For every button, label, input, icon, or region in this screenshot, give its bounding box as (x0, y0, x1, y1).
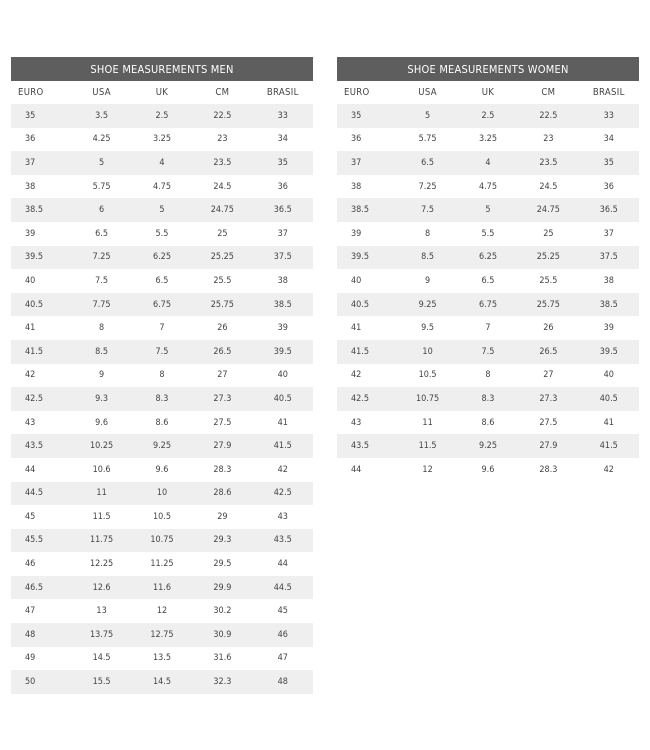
table-cell-usa: 5.75 (397, 128, 457, 152)
table-cell-uk: 10.5 (132, 505, 192, 529)
table-cell-cm: 26.5 (518, 340, 578, 364)
table-row (337, 151, 639, 175)
table-cell-usa: 11 (71, 482, 131, 506)
table-row (11, 387, 313, 411)
table-cell-euro: 38 (337, 175, 397, 199)
table-cell-euro: 48 (11, 623, 71, 647)
table-cell-cm: 27 (518, 364, 578, 388)
table-cell-usa: 7.25 (397, 175, 457, 199)
table-row (11, 128, 313, 152)
table-cell-brasil: 37 (253, 222, 313, 246)
table-cell-brasil: 36.5 (579, 198, 639, 222)
table-cell-usa: 10.5 (397, 364, 457, 388)
table-cell-usa: 8 (71, 316, 131, 340)
table-cell-usa: 10.6 (71, 458, 131, 482)
table-cell-uk: 6.5 (458, 269, 518, 293)
table-cell-uk: 6.25 (458, 246, 518, 270)
table-row (337, 316, 639, 340)
table-cell-brasil: 33 (253, 104, 313, 128)
table-cell-brasil: 44.5 (253, 576, 313, 600)
men-col-usa: USA (92, 87, 111, 98)
table-cell-uk: 6.75 (458, 293, 518, 317)
table-cell-uk: 8 (132, 364, 192, 388)
table-cell-cm: 25.5 (192, 269, 252, 293)
table-cell-cm: 22.5 (518, 104, 578, 128)
table-cell-brasil: 39 (253, 316, 313, 340)
table-cell-cm: 23 (518, 128, 578, 152)
table-cell-cm: 25.25 (518, 246, 578, 270)
table-cell-uk: 9.25 (458, 434, 518, 458)
table-cell-usa: 12.25 (71, 552, 131, 576)
table-cell-usa: 5 (71, 151, 131, 175)
table-row (337, 269, 639, 293)
table-cell-brasil: 45 (253, 599, 313, 623)
table-cell-cm: 29.9 (192, 576, 252, 600)
table-row (11, 647, 313, 671)
table-cell-usa: 8.5 (71, 340, 131, 364)
table-cell-uk: 10 (132, 482, 192, 506)
table-cell-brasil: 48 (253, 670, 313, 694)
table-cell-euro: 35 (11, 104, 71, 128)
table-row (11, 246, 313, 270)
table-cell-cm: 24.75 (518, 198, 578, 222)
men-col-cm: CM (215, 87, 230, 98)
table-cell-cm: 29.3 (192, 529, 252, 553)
table-cell-brasil: 46 (253, 623, 313, 647)
table-cell-brasil: 34 (579, 128, 639, 152)
table-cell-usa: 5 (397, 104, 457, 128)
table-cell-brasil: 44 (253, 552, 313, 576)
table-row (11, 529, 313, 553)
table-cell-usa: 10 (397, 340, 457, 364)
table-cell-brasil: 35 (253, 151, 313, 175)
table-cell-cm: 25.75 (192, 293, 252, 317)
table-cell-cm: 30.9 (192, 623, 252, 647)
table-cell-uk: 3.25 (458, 128, 518, 152)
table-cell-euro: 49 (11, 647, 71, 671)
women-column-headers (337, 81, 639, 104)
table-cell-euro: 47 (11, 599, 71, 623)
table-cell-uk: 4 (132, 151, 192, 175)
table-cell-cm: 28.3 (192, 458, 252, 482)
table-cell-cm: 22.5 (192, 104, 252, 128)
table-cell-usa: 15.5 (71, 670, 131, 694)
table-cell-cm: 29 (192, 505, 252, 529)
women-table-title: SHOE MEASUREMENTS WOMEN (337, 57, 639, 81)
table-cell-euro: 42 (337, 364, 397, 388)
table-cell-uk: 4.75 (132, 175, 192, 199)
table-row (337, 364, 639, 388)
men-col-brasil: BRASIL (266, 87, 299, 98)
table-cell-uk: 9.25 (132, 434, 192, 458)
table-row (337, 458, 639, 482)
table-cell-uk: 14.5 (132, 670, 192, 694)
table-cell-usa: 10.75 (397, 387, 457, 411)
table-cell-usa: 11.5 (397, 434, 457, 458)
table-cell-cm: 29.5 (192, 552, 252, 576)
table-row (337, 246, 639, 270)
table-cell-euro: 50 (11, 670, 71, 694)
table-cell-cm: 24.5 (192, 175, 252, 199)
table-row (11, 175, 313, 199)
table-row (11, 151, 313, 175)
table-cell-cm: 28.3 (518, 458, 578, 482)
table-cell-usa: 13 (71, 599, 131, 623)
table-cell-brasil: 38.5 (579, 293, 639, 317)
table-cell-brasil: 37 (579, 222, 639, 246)
table-cell-brasil: 36 (579, 175, 639, 199)
table-cell-cm: 27.3 (518, 387, 578, 411)
table-cell-euro: 44.5 (11, 482, 71, 506)
table-cell-cm: 27 (192, 364, 252, 388)
table-cell-euro: 43 (337, 411, 397, 435)
table-cell-euro: 39 (11, 222, 71, 246)
table-cell-euro: 42 (11, 364, 71, 388)
table-cell-uk: 8.6 (132, 411, 192, 435)
table-row (11, 458, 313, 482)
table-cell-usa: 6 (71, 198, 131, 222)
table-cell-usa: 5.75 (71, 175, 131, 199)
table-cell-usa: 9.25 (397, 293, 457, 317)
table-cell-euro: 40.5 (11, 293, 71, 317)
table-cell-brasil: 36 (253, 175, 313, 199)
table-cell-brasil: 43.5 (253, 529, 313, 553)
table-cell-euro: 38.5 (337, 198, 397, 222)
table-cell-usa: 14.5 (71, 647, 131, 671)
table-cell-euro: 43 (11, 411, 71, 435)
table-row (11, 411, 313, 435)
table-cell-usa: 9.3 (71, 387, 131, 411)
table-cell-uk: 6.75 (132, 293, 192, 317)
table-row (11, 316, 313, 340)
table-cell-cm: 32.3 (192, 670, 252, 694)
table-cell-euro: 37 (11, 151, 71, 175)
table-cell-euro: 38 (11, 175, 71, 199)
table-cell-brasil: 41.5 (579, 434, 639, 458)
table-cell-cm: 28.6 (192, 482, 252, 506)
table-cell-cm: 26 (518, 316, 578, 340)
table-cell-euro: 45.5 (11, 529, 71, 553)
table-cell-uk: 4.75 (458, 175, 518, 199)
table-cell-cm: 27.5 (518, 411, 578, 435)
table-row (11, 269, 313, 293)
table-cell-usa: 10.25 (71, 434, 131, 458)
table-cell-usa: 12.6 (71, 576, 131, 600)
table-cell-usa: 7.5 (397, 198, 457, 222)
table-cell-brasil: 35 (579, 151, 639, 175)
men-col-uk: UK (155, 87, 169, 98)
table-cell-cm: 23 (192, 128, 252, 152)
table-cell-brasil: 34 (253, 128, 313, 152)
table-cell-cm: 25.75 (518, 293, 578, 317)
table-cell-brasil: 40 (579, 364, 639, 388)
table-cell-cm: 27.9 (192, 434, 252, 458)
table-cell-euro: 37 (337, 151, 397, 175)
table-cell-cm: 25 (192, 222, 252, 246)
table-row (11, 222, 313, 246)
table-cell-uk: 8.6 (458, 411, 518, 435)
table-cell-brasil: 40.5 (579, 387, 639, 411)
table-cell-cm: 26 (192, 316, 252, 340)
table-cell-brasil: 42.5 (253, 482, 313, 506)
table-cell-usa: 6.5 (71, 222, 131, 246)
table-cell-euro: 43.5 (337, 434, 397, 458)
table-row (11, 552, 313, 576)
table-cell-uk: 7 (458, 316, 518, 340)
table-row (11, 670, 313, 694)
table-cell-usa: 12 (397, 458, 457, 482)
table-cell-uk: 11.25 (132, 552, 192, 576)
table-row (11, 623, 313, 647)
women-table-body (337, 104, 639, 482)
table-cell-euro: 36 (337, 128, 397, 152)
table-row (11, 576, 313, 600)
table-row (337, 198, 639, 222)
table-cell-brasil: 38 (579, 269, 639, 293)
women-size-table (337, 57, 639, 482)
table-row (337, 340, 639, 364)
table-cell-brasil: 37.5 (579, 246, 639, 270)
table-cell-uk: 9.6 (458, 458, 518, 482)
table-row (11, 198, 313, 222)
table-cell-brasil: 41 (253, 411, 313, 435)
table-cell-brasil: 42 (579, 458, 639, 482)
table-row (11, 482, 313, 506)
table-row (11, 340, 313, 364)
table-cell-euro: 43.5 (11, 434, 71, 458)
table-cell-cm: 25 (518, 222, 578, 246)
table-cell-usa: 8 (397, 222, 457, 246)
table-row (337, 222, 639, 246)
table-cell-uk: 7.5 (132, 340, 192, 364)
table-cell-euro: 44 (337, 458, 397, 482)
table-cell-uk: 4 (458, 151, 518, 175)
table-cell-brasil: 38 (253, 269, 313, 293)
table-cell-uk: 10.75 (132, 529, 192, 553)
table-row (337, 387, 639, 411)
table-cell-brasil: 33 (579, 104, 639, 128)
table-cell-brasil: 42 (253, 458, 313, 482)
table-cell-usa: 3.5 (71, 104, 131, 128)
table-cell-cm: 23.5 (192, 151, 252, 175)
table-cell-brasil: 37.5 (253, 246, 313, 270)
table-cell-uk: 6.5 (132, 269, 192, 293)
table-cell-cm: 25.5 (518, 269, 578, 293)
table-cell-usa: 9 (397, 269, 457, 293)
table-cell-uk: 2.5 (458, 104, 518, 128)
table-cell-euro: 45 (11, 505, 71, 529)
table-cell-uk: 5 (458, 198, 518, 222)
table-cell-brasil: 47 (253, 647, 313, 671)
table-cell-euro: 46.5 (11, 576, 71, 600)
table-cell-brasil: 40.5 (253, 387, 313, 411)
table-cell-brasil: 36.5 (253, 198, 313, 222)
table-cell-euro: 41 (11, 316, 71, 340)
table-cell-euro: 39 (337, 222, 397, 246)
table-cell-usa: 13.75 (71, 623, 131, 647)
table-cell-usa: 9.6 (71, 411, 131, 435)
men-table-body (11, 104, 313, 694)
table-cell-brasil: 39.5 (253, 340, 313, 364)
table-cell-usa: 7.5 (71, 269, 131, 293)
table-cell-brasil: 40 (253, 364, 313, 388)
women-col-uk: UK (481, 87, 495, 98)
table-cell-usa: 7.25 (71, 246, 131, 270)
table-cell-cm: 27.9 (518, 434, 578, 458)
table-cell-brasil: 39 (579, 316, 639, 340)
table-row (11, 364, 313, 388)
table-cell-uk: 2.5 (132, 104, 192, 128)
women-col-usa: USA (418, 87, 437, 98)
table-cell-uk: 8.3 (132, 387, 192, 411)
table-cell-brasil: 43 (253, 505, 313, 529)
table-cell-uk: 12 (132, 599, 192, 623)
table-cell-uk: 9.6 (132, 458, 192, 482)
table-row (337, 293, 639, 317)
table-cell-brasil: 38.5 (253, 293, 313, 317)
table-cell-usa: 11 (397, 411, 457, 435)
table-cell-uk: 8 (458, 364, 518, 388)
table-cell-uk: 6.25 (132, 246, 192, 270)
table-cell-uk: 13.5 (132, 647, 192, 671)
table-cell-cm: 23.5 (518, 151, 578, 175)
table-cell-cm: 27.5 (192, 411, 252, 435)
table-row (11, 293, 313, 317)
table-cell-uk: 8.3 (458, 387, 518, 411)
table-cell-cm: 26.5 (192, 340, 252, 364)
table-row (337, 434, 639, 458)
table-cell-usa: 11.75 (71, 529, 131, 553)
table-cell-euro: 46 (11, 552, 71, 576)
table-cell-usa: 7.75 (71, 293, 131, 317)
table-cell-euro: 40.5 (337, 293, 397, 317)
table-cell-euro: 41 (337, 316, 397, 340)
women-col-brasil: BRASIL (592, 87, 625, 98)
table-row (11, 505, 313, 529)
table-cell-usa: 6.5 (397, 151, 457, 175)
table-cell-cm: 24.75 (192, 198, 252, 222)
table-cell-usa: 9.5 (397, 316, 457, 340)
table-row (11, 599, 313, 623)
table-cell-uk: 5.5 (132, 222, 192, 246)
table-cell-euro: 40 (11, 269, 71, 293)
table-row (11, 434, 313, 458)
table-cell-brasil: 41.5 (253, 434, 313, 458)
table-cell-euro: 42.5 (11, 387, 71, 411)
table-cell-usa: 8.5 (397, 246, 457, 270)
table-cell-euro: 41.5 (337, 340, 397, 364)
table-cell-euro: 39.5 (11, 246, 71, 270)
men-size-table (11, 57, 313, 694)
table-cell-cm: 24.5 (518, 175, 578, 199)
table-cell-euro: 35 (337, 104, 397, 128)
table-cell-euro: 41.5 (11, 340, 71, 364)
men-col-euro: EURO (18, 87, 44, 98)
table-cell-uk: 7.5 (458, 340, 518, 364)
table-cell-uk: 7 (132, 316, 192, 340)
table-cell-euro: 38.5 (11, 198, 71, 222)
table-cell-euro: 36 (11, 128, 71, 152)
table-cell-cm: 27.3 (192, 387, 252, 411)
table-cell-cm: 25.25 (192, 246, 252, 270)
table-cell-cm: 31.6 (192, 647, 252, 671)
women-col-euro: EURO (344, 87, 370, 98)
table-cell-euro: 44 (11, 458, 71, 482)
table-cell-usa: 4.25 (71, 128, 131, 152)
table-cell-uk: 11.6 (132, 576, 192, 600)
table-row (337, 175, 639, 199)
men-table-title: SHOE MEASUREMENTS MEN (11, 57, 313, 81)
table-row (337, 128, 639, 152)
table-cell-cm: 30.2 (192, 599, 252, 623)
table-cell-uk: 5 (132, 198, 192, 222)
table-cell-uk: 5.5 (458, 222, 518, 246)
table-cell-uk: 3.25 (132, 128, 192, 152)
table-cell-euro: 39.5 (337, 246, 397, 270)
table-row (337, 104, 639, 128)
table-cell-brasil: 41 (579, 411, 639, 435)
table-row (11, 104, 313, 128)
table-cell-euro: 42.5 (337, 387, 397, 411)
table-row (337, 411, 639, 435)
table-cell-usa: 9 (71, 364, 131, 388)
table-cell-euro: 40 (337, 269, 397, 293)
table-cell-uk: 12.75 (132, 623, 192, 647)
women-col-cm: CM (541, 87, 556, 98)
table-cell-usa: 11.5 (71, 505, 131, 529)
table-cell-brasil: 39.5 (579, 340, 639, 364)
men-column-headers (11, 81, 313, 104)
